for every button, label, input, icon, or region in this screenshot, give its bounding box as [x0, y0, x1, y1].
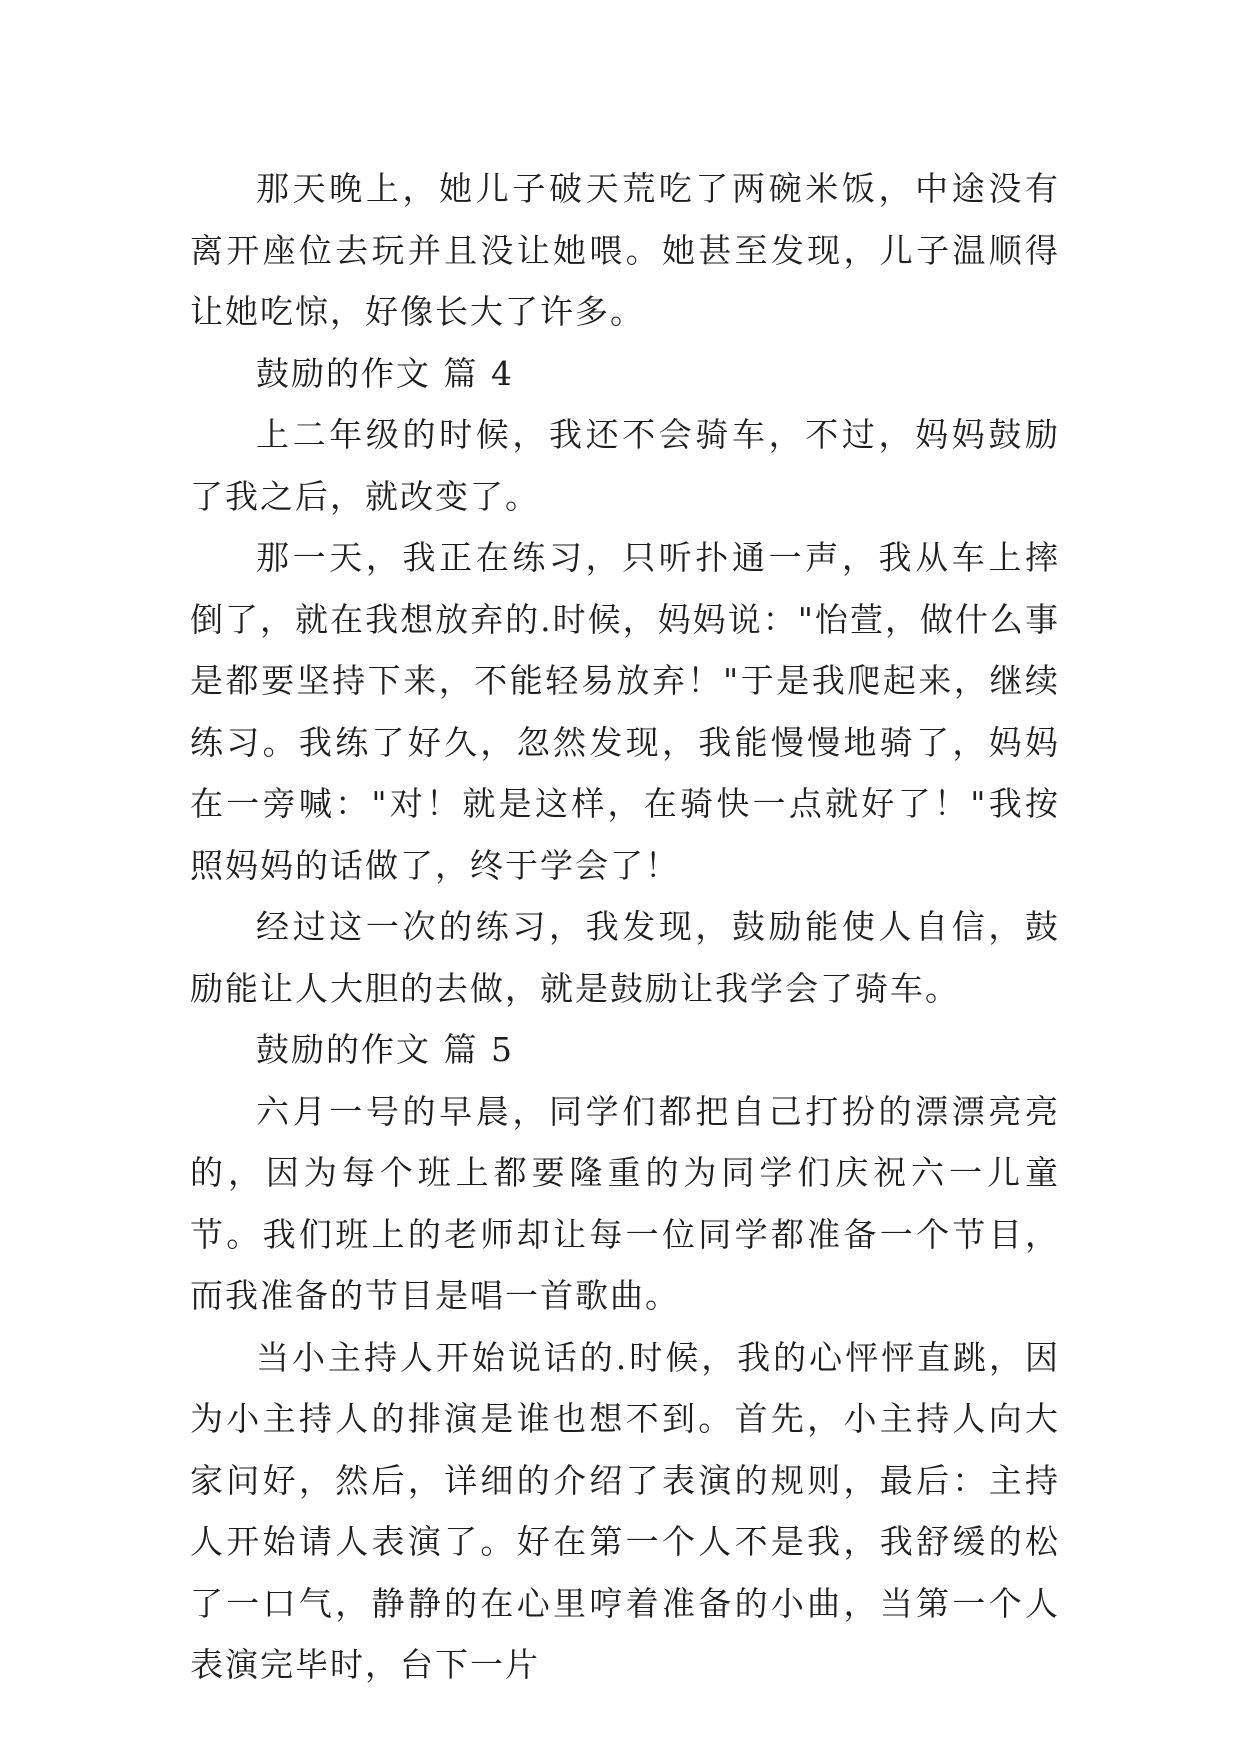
- paragraph: 那天晚上，她儿子破天荒吃了两碗米饭，中途没有离开座位去玩并且没让她喂。她甚至发现，儿子温顺得让她吃惊，好像长大了许多。: [190, 169, 1060, 331]
- paragraph: 经过这一次的练习，我发现，鼓励能使人自信，鼓励能让人大胆的去做，就是鼓励让我学会了骑车。: [190, 907, 1060, 1008]
- paragraph: 那一天，我正在练习，只听扑通一声，我从车上摔倒了，就在我想放弃的.时候，妈妈说："怡萱，做什么事是都要坚持下来，不能轻易放弃！"于是我爬起来，继续练习。我练了好久，忽然发现，我能慢慢地骑了，妈妈在一旁喊："对！就是这样，在骑快一点就好了！"我按照妈妈的话做了，终于学会了！: [190, 538, 1060, 885]
- section-heading: 鼓励的作文 篇 4: [256, 353, 514, 393]
- paragraph: 上二年级的时候，我还不会骑车，不过，妈妈鼓励了我之后，就改变了。: [190, 415, 1060, 516]
- paragraph: 当小主持人开始说话的.时候，我的心怦怦直跳，因为小主持人的排演是谁也想不到。首先，小主持人向大家问好，然后，详细的介绍了表演的规则，最后：主持人开始请人表演了。好在第一个人不是我，我舒缓的松了一口气，静静的在心里哼着准备的小曲，当第一个人表演完毕时，台下一片: [190, 1337, 1060, 1684]
- document-body: [190, 158, 1060, 1696]
- section-heading: 鼓励的作文 篇 5: [256, 1030, 514, 1069]
- paragraph: 六月一号的早晨，同学们都把自己打扮的漂漂亮亮的，因为每个班上都要隆重的为同学们庆祝六一儿童节。我们班上的老师却让每一位同学都准备一个节目，而我准备的节目是唱一首歌曲。: [190, 1091, 1060, 1315]
